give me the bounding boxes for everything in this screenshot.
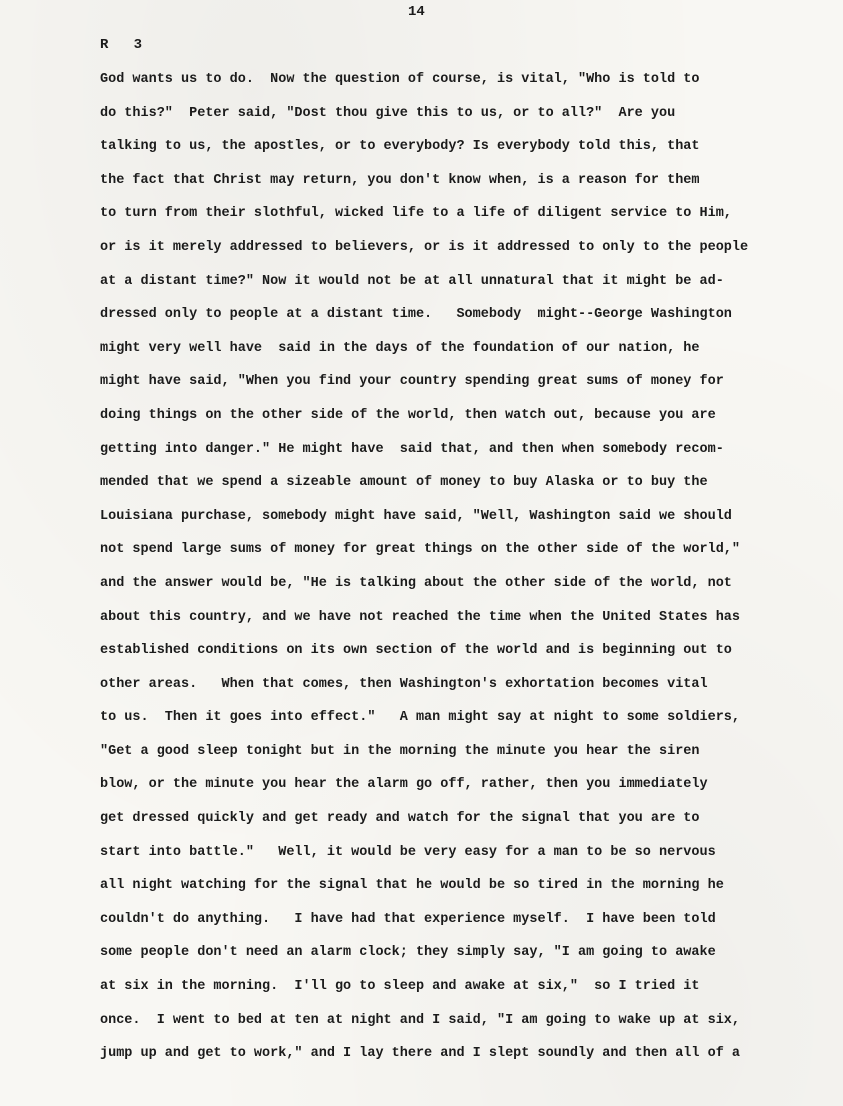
text-line: blow, or the minute you hear the alarm go off, rather, then you immediately [100,777,708,793]
text-line: the fact that Christ may return, you don't know when, is a reason for them [100,172,700,188]
text-line: and the answer would be, "He is talking about the other side of the world, not [100,575,732,591]
text-line: couldn't do anything. I have had that experience myself. I have been told [100,911,716,927]
text-line: at six in the morning. I'll go to sleep and awake at six," so I tried it [100,979,700,995]
text-line: Louisiana purchase, somebody might have said, "Well, Washington said we should [100,508,732,524]
body-text [100,70,800,1078]
text-line: mended that we spend a sizeable amount of money to buy Alaska or to buy the [100,475,708,491]
page-number: 14 [408,4,425,20]
text-line: might very well have said in the days of the foundation of our nation, he [100,340,700,356]
text-line: to turn from their slothful, wicked life to a life of diligent service to Him, [100,206,732,222]
section-label: R 3 [100,37,143,53]
text-line: getting into danger." He might have said that, and then when somebody recom- [100,441,724,457]
text-line: established conditions on its own section of the world and is beginning out to [100,643,732,659]
text-line: do this?" Peter said, "Dost thou give this to us, or to all?" Are you [100,105,676,121]
text-line: get dressed quickly and get ready and watch for the signal that you are to [100,811,700,827]
text-line: to us. Then it goes into effect." A man might say at night to some soldiers, [100,710,741,726]
text-line: dressed only to people at a distant time. Somebody might--George Washington [100,307,732,323]
text-line: start into battle." Well, it would be very easy for a man to be so nervous [100,844,716,860]
text-line: might have said, "When you find your country spending great sums of money for [100,374,724,390]
text-line: at a distant time?" Now it would not be at all unnatural that it might be ad- [100,273,724,289]
text-line: doing things on the other side of the world, then watch out, because you are [100,407,716,423]
text-line: about this country, and we have not reached the time when the United States has [100,609,741,625]
text-line: once. I went to bed at ten at night and I said, "I am going to wake up at six, [100,1012,741,1028]
text-line: not spend large sums of money for great things on the other side of the world," [100,542,741,558]
text-line: "Get a good sleep tonight but in the morning the minute you hear the siren [100,743,700,759]
text-line: some people don't need an alarm clock; they simply say, "I am going to awake [100,945,716,961]
text-line: talking to us, the apostles, or to everybody? Is everybody told this, that [100,139,700,155]
text-line: jump up and get to work," and I lay there and I slept soundly and then all of a [100,1046,741,1062]
text-line: or is it merely addressed to believers, or is it addressed to only to the people [100,239,749,255]
text-line: other areas. When that comes, then Washington's exhortation becomes vital [100,676,708,692]
text-line: all night watching for the signal that he would be so tired in the morning he [100,878,724,894]
text-line: God wants us to do. Now the question of course, is vital, "Who is told to [100,72,700,87]
